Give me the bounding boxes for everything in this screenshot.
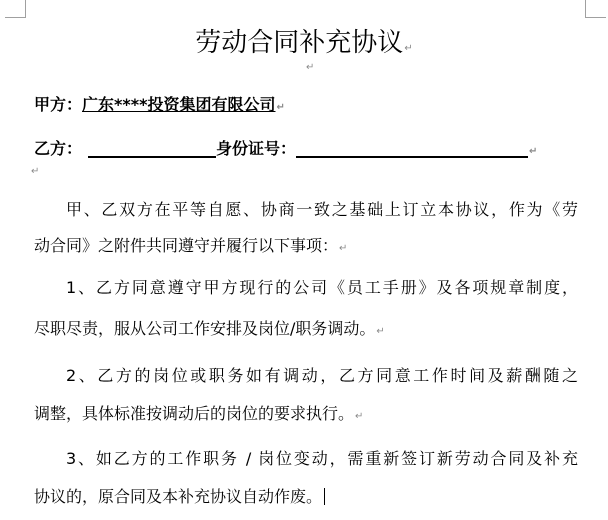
text-cursor bbox=[324, 488, 325, 505]
paragraph-mark-icon: ↵ bbox=[529, 146, 538, 157]
paragraph-mark-icon: ↵ bbox=[276, 102, 285, 113]
intro-line-2[interactable] bbox=[34, 233, 578, 256]
party-a-label: 甲方： bbox=[34, 95, 83, 114]
margin-corner-mark bbox=[5, 0, 26, 18]
item-3-line-1[interactable]: 3、如乙方的工作职务 / 岗位变动，需重新签订新劳动合同及补充 bbox=[66, 449, 578, 468]
party-b-name-blank[interactable] bbox=[88, 140, 216, 158]
item-2-line-2[interactable] bbox=[34, 401, 578, 424]
paragraph-mark-icon: ↵ bbox=[355, 411, 364, 422]
party-b-line[interactable] bbox=[34, 136, 537, 159]
party-a-line[interactable] bbox=[34, 92, 285, 115]
party-b-label: 乙方： bbox=[34, 139, 83, 158]
paragraph-mark-icon: ↵ bbox=[404, 43, 413, 54]
paragraph-mark-icon: ↵ bbox=[306, 62, 315, 73]
margin-corner-mark bbox=[585, 0, 606, 18]
item-1-line-1[interactable]: 1、乙方同意遵守甲方现行的公司《员工手册》及各项规章制度， bbox=[66, 278, 578, 297]
item-text: 调整，具体标准按调动后的岗位的要求执行。 bbox=[34, 404, 355, 423]
document-title[interactable] bbox=[0, 22, 608, 59]
id-number-blank[interactable] bbox=[296, 140, 528, 158]
item-1-line-2[interactable] bbox=[34, 316, 578, 339]
paragraph-mark-icon: ↵ bbox=[339, 243, 348, 254]
intro-text: 动合同》之附件共同遵守并履行以下事项： bbox=[34, 236, 339, 255]
party-a-value: 广东****投资集团有限公司 bbox=[82, 95, 276, 114]
item-2-line-1[interactable]: 2、乙方的岗位或职务如有调动，乙方同意工作时间及薪酬随之 bbox=[66, 366, 578, 385]
item-text: 协议的，原合同及本补充协议自动作废。 bbox=[34, 487, 323, 506]
intro-line-1[interactable]: 甲、乙双方在平等自愿、协商一致之基础上订立本协议，作为《劳 bbox=[66, 200, 578, 219]
item-3-line-2[interactable] bbox=[34, 484, 578, 507]
paragraph-mark-icon: ↵ bbox=[31, 166, 40, 177]
id-number-label: 身份证号： bbox=[216, 139, 297, 158]
title-text: 劳动合同补充协议 bbox=[195, 28, 404, 58]
paragraph-mark-icon: ↵ bbox=[376, 326, 385, 337]
item-text: 尽职尽责，服从公司工作安排及岗位/职务调动。 bbox=[34, 319, 376, 338]
